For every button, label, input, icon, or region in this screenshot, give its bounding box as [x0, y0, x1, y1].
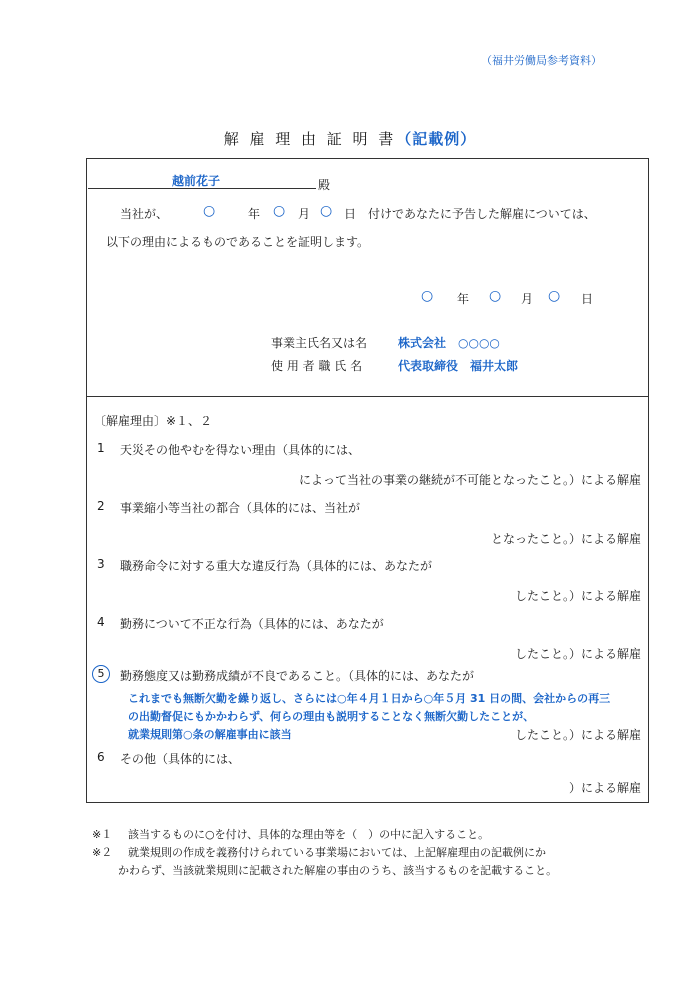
section-divider	[86, 396, 649, 397]
reason-1-number: 1	[97, 441, 105, 455]
reason-4-tail: したこと。）による解雇	[514, 647, 641, 661]
reason-4-number: 4	[97, 615, 105, 629]
note-1-text: 該当するものに○を付け、具体的な理由等を（ ）の中に記入すること。	[128, 828, 490, 841]
issue-circle-day: ○	[548, 288, 561, 304]
reason-6-text: その他（具体的には、	[120, 752, 241, 766]
note-1-mark: ※１	[92, 828, 113, 841]
reason-5-detail-line1: これまでも無断欠勤を繰り返し、さらには○年４月１日から○年５月 31 日の間、会社からの再三	[128, 692, 611, 705]
addressee-suffix: 殿	[318, 178, 331, 192]
issue-year-label: 年	[457, 292, 470, 306]
reason-1-tail: によって当社の事業の継続が不可能となったこと。）による解雇	[298, 473, 641, 487]
reason-2-text: 事業縮小等当社の都合（具体的には、当社が	[120, 501, 361, 515]
notice-circle-era: ○	[203, 203, 216, 219]
reason-5-selected-marker	[92, 665, 110, 683]
notice-prefix: 当社が、	[120, 207, 169, 221]
note-2-continuation: かわらず、当該就業規則に記載された解雇の事由のうち、該当するものを記載すること。	[118, 864, 558, 877]
title-main: 解 雇 理 由 証 明 書	[223, 130, 397, 148]
issue-circle-month: ○	[489, 288, 502, 304]
reference-label: （福井労働局参考資料）	[481, 54, 602, 67]
reason-5-tail: したこと。）による解雇	[514, 728, 641, 742]
reason-6-number: 6	[97, 750, 105, 764]
employer-title-label: 使 用 者 職 氏 名	[271, 359, 363, 373]
page-title	[0, 128, 700, 149]
issue-circle-year: ○	[421, 288, 434, 304]
notice-circle-month: ○	[273, 203, 286, 219]
notice-day-label: 日	[344, 207, 357, 221]
reason-5-detail-line2: の出勤督促にもかかわらず、何らの理由も説明することなく無断欠勤したことが、	[128, 710, 535, 723]
issue-day-label: 日	[581, 292, 594, 306]
reason-3-text: 職務命令に対する重大な違反行為（具体的には、あなたが	[120, 559, 433, 573]
reason-5-text: 勤務態度又は勤務成績が不良であること。（具体的には、あなたが	[120, 669, 475, 683]
notice-month-label: 月	[298, 207, 311, 221]
addressee-underline	[88, 188, 316, 189]
note-2-mark: ※２	[92, 846, 113, 859]
notice-line2: 以下の理由によるものであることを証明します。	[106, 235, 370, 249]
employer-name-value: 株式会社 ○○○○	[398, 336, 500, 350]
notice-year-label: 年	[248, 207, 261, 221]
notice-circle-day: ○	[320, 203, 333, 219]
reason-3-tail: したこと。）による解雇	[514, 589, 641, 603]
reason-6-tail: ）による解雇	[568, 781, 641, 795]
reason-3-number: 3	[97, 557, 105, 571]
reason-5-detail-line3: 就業規則第○条の解雇事由に該当	[128, 728, 292, 741]
title-example: （記載例）	[396, 130, 477, 148]
reason-5-number: 5	[92, 665, 110, 683]
reasons-header: 〔解雇理由〕※１、２	[94, 414, 213, 428]
note-2-text: 就業規則の作成を義務付けられている事業場においては、上記解雇理由の記載例にか	[128, 846, 546, 859]
employer-title-value: 代表取締役 福井太郎	[398, 359, 519, 373]
notice-suffix: 付けであなたに予告した解雇については、	[368, 207, 596, 221]
reason-4-text: 勤務について不正な行為（具体的には、あなたが	[120, 617, 384, 631]
reason-2-tail: となったこと。）による解雇	[490, 532, 641, 546]
reason-2-number: 2	[97, 499, 105, 513]
employer-name-label: 事業主氏名又は名	[271, 336, 368, 350]
reason-1-text: 天災その他やむを得ない理由（具体的には、	[120, 443, 361, 457]
addressee-name: 越前花子	[172, 174, 221, 188]
issue-month-label: 月	[521, 292, 534, 306]
